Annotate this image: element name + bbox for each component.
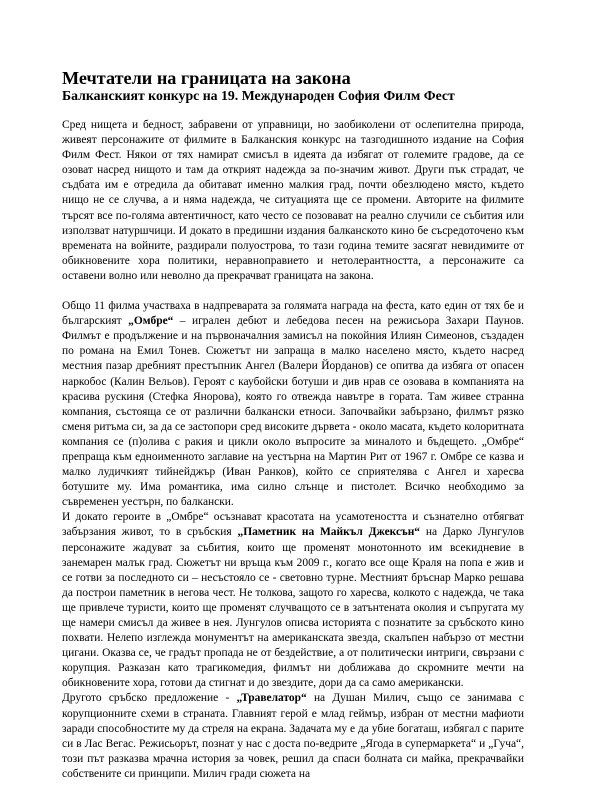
monument-text-b: на Дарко Лунгулов персонажите жадуват за събития, които ще променят монотонното им всекидневие в занемарен малък град. Сюжетът ни връща към 2009 г., когато все още Краля на попа е жив и се готви за последното си – несъстояло се - световно турне. Местният бръснар Марко решава да построи паметник в негова чест. Не толкова, защото го харесва, колкото с надежда, че така ще привлече туристи, които ще променят случващото се в затънтената околия и съпругата му ще намери смисъл да живее в нея. Лунгулов описва историята с познатите за сръбското кино похвати. Нелепо изглежда монументът на американската звезда, скалъпен набързо от местни цигани. Оказва се, че градът пропада не от бездействие, а от политически интриги, свързани с корупция. Разказан като трагикомедия, филмът ни доближава до скромните мечти на обикновените хора, готови да стигнат и до звездите, дори да са само американски.: [62, 526, 524, 690]
ombre-text-a: Общо 11 филма участваха в надпреварата за голямата награда на феста, като един от тях бе и българският: [62, 300, 524, 328]
ombre-text-b: – игрален дебют и лебедова песен на режисьора Захари Паунов. Филмът е продължение и на първоначалния замисъл на покойния Илиян Симеонов, създаден по романа на Емил Тонев. Сюжетът ни запраща в малко населено място, където насред местния пазар дребният престъпник Ангел (Валери Йорданов) се опитва да избяга от опасен наркобос (Калин Вельов). Героят с каубойски ботуши и див нрав се озовава в компанията на красива рускиня (Стефка Янорова), която го отвежда навътре в гората. Там живее странна компания, състояща се от различни балкански етноси. Започвайки забързано, филмът рязко сменя ритъма си, за да се застопори сред високите дървета - около масата, където колоритната компания се (п)олива с ракия и цикли около въпросите за миналото и бъдещето. „Омбре“ препраща към едноименното заглавие на уестърна на Мартин Рит от 1967 г. Омбре се казва и малко лудичкият тийнейджър (Иван Ранков), който се сприятелява с Ангел и харесва ботушите му. Има романтика, има силно слънце и пистолет. Всичко необходимо за съвременен уестърн, по балкански.: [62, 315, 525, 509]
paragraph-gap: [62, 284, 524, 299]
article: [62, 68, 524, 782]
film-title-ombre: „Омбре“: [128, 315, 174, 328]
travelator-text-b: на Душан Милич, също се занимава с корупционните схеми в страната. Главният герой е млад геймър, избран от местни мафиоти заради способностите му да стреля на екрана. Задачата му е да убие богаташ, избягал с парите си в Лас Вегас. Режисьорът, познат у нас с доста по-ведрите „Ягода в супермаркета“ и „Гуча“, този път разказва мрачна история за човек, решил да спаси болната си майка, прекрачвайки собствените си принципи. Милич гради сюжета на: [62, 692, 524, 780]
article-subtitle: Балканският конкурс на 19. Международен София Филм Фест: [62, 88, 455, 103]
ombre-paragraph: [62, 299, 524, 510]
article-title: Мечтатели на границата на закона: [62, 68, 351, 88]
monument-text-a: И докато героите в „Омбре“ осъзнават красотата на усамотеността и съзнателно отбягват забързания живот, то в сръбския: [62, 511, 524, 539]
film-title-monument: „Паметник на Майкъл Джексън“: [237, 526, 421, 539]
film-title-travelator: „Травелатор“: [236, 692, 307, 705]
travelator-text-a: Другото сръбско предложение -: [62, 692, 237, 705]
monument-paragraph: [62, 510, 524, 691]
travelator-paragraph: [62, 691, 524, 782]
intro-paragraph: Сред нищета и бедност, забравени от управници, но заобиколени от ослепителна природа, живеят персонажите от филмите в Балканския конкурс на тазгодишното издание на София Филм Фест. Някои от тях намират смисъл в идеята да избягат от големите градове, да се озоват насред нищото и там да открият надежда за по-значим живот. Други пък страдат, че съдбата им е отредила да обитават именно малкия град, почти обезлюдено място, където нищо не се случва, а и няма надежда, че ситуацията ще се промени. Авторите на филмите търсят все по-голяма автентичност, като често се позовават на реално случили се събития или използват натуршчици. И докато в предишни издания балканското кино бе съсредоточено към времената на войните, раздирали полуострова, то тази година темите засягат невидимите от обикновените хора политики, неравноправието и нетолерантността, а персонажите са оставени волно или неволно да прекрачват границата на закона.: [62, 119, 524, 282]
